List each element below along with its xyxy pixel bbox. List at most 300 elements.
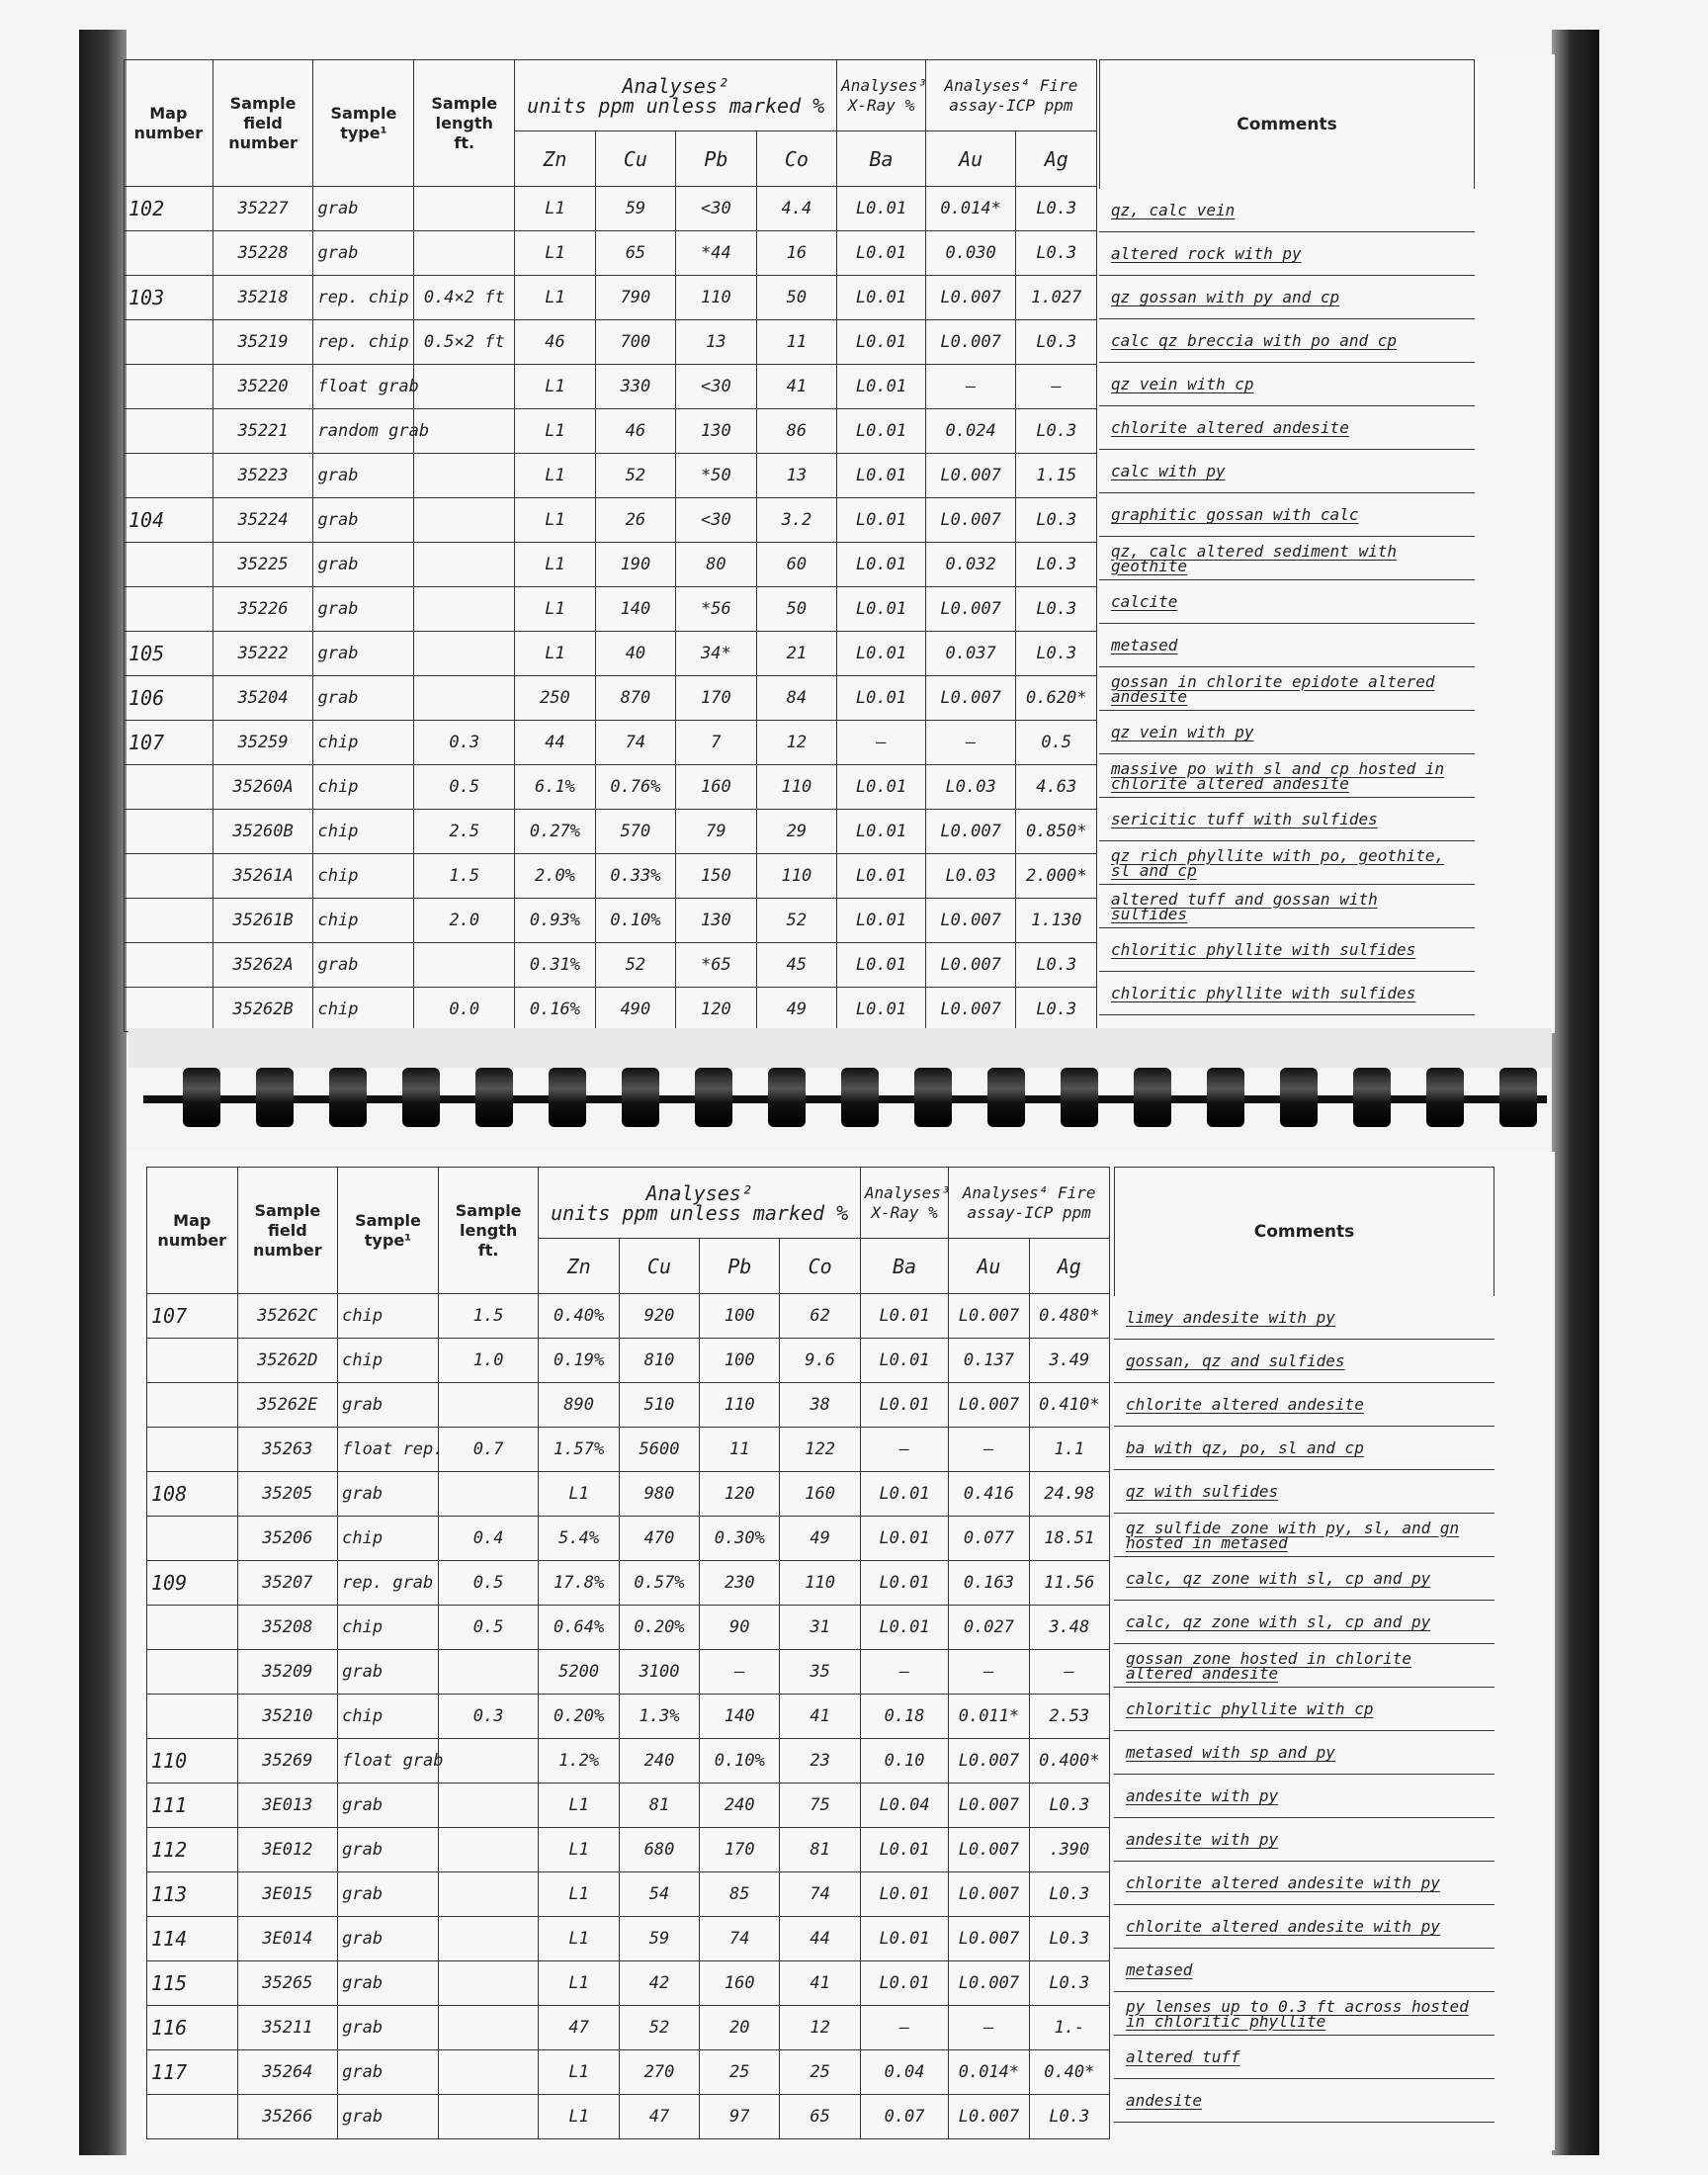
au-value-cell: 0.030: [925, 231, 1016, 276]
sample-field-number-cell: 35207: [237, 1561, 338, 1606]
ba-value-cell: L0.01: [837, 943, 926, 988]
sample-field-number-cell: 35211: [237, 2006, 338, 2050]
sample-type-cell: grab: [313, 498, 414, 543]
co-value-cell: 12: [780, 2006, 860, 2050]
comment-cell: [1099, 972, 1475, 1015]
sample-length-label: Sample length: [431, 93, 498, 132]
sample-row: [125, 543, 1097, 587]
zn-value-cell: 46: [515, 320, 595, 365]
comment-text: altered tuff: [1126, 2047, 1240, 2066]
co-value-cell: 74: [780, 1872, 860, 1917]
comments-column-top: [1099, 59, 1475, 1015]
co-value-cell: 50: [756, 276, 837, 320]
ba-column-header: Ba: [837, 131, 926, 187]
co-value-cell: 35: [780, 1650, 860, 1695]
sample-type-cell: float grab: [313, 365, 414, 409]
sample-row: [125, 632, 1097, 676]
ag-value-cell: 1.027: [1016, 276, 1097, 320]
comment-cell: [1099, 711, 1475, 754]
zn-value-cell: L1: [515, 231, 595, 276]
sample-row: [125, 320, 1097, 365]
comment-cell: [1114, 1340, 1494, 1383]
ba-value-cell: L0.01: [837, 988, 926, 1032]
sample-type-cell: grab: [313, 231, 414, 276]
pb-value-cell: 90: [700, 1606, 780, 1650]
sample-field-number-cell: 35262C: [237, 1294, 338, 1339]
au-value-cell: 0.037: [925, 632, 1016, 676]
pb-value-cell: 0.10%: [700, 1739, 780, 1784]
cu-value-cell: 330: [595, 365, 675, 409]
cu-value-cell: 0.76%: [595, 765, 675, 810]
spiral-ring: [768, 1068, 806, 1127]
co-value-cell: 11: [756, 320, 837, 365]
analyses-header: [515, 60, 837, 131]
sample-field-number-cell: 35209: [237, 1650, 338, 1695]
map-number-cell: 108: [147, 1472, 238, 1517]
co-value-cell: 23: [780, 1739, 860, 1784]
map-number-cell: 111: [147, 1784, 238, 1828]
ba-value-cell: L0.01: [837, 854, 926, 899]
sample-field-number-cell: 35269: [237, 1739, 338, 1784]
comment-cell: [1114, 1383, 1494, 1427]
ag-value-cell: 1.130: [1016, 899, 1097, 943]
zn-value-cell: L1: [539, 1784, 619, 1828]
sample-field-number-cell: 35262A: [213, 943, 313, 988]
sample-field-number-header: Sample field number: [213, 60, 313, 187]
ba-value-cell: —: [860, 1428, 948, 1472]
sample-length-cell: 1.5: [414, 854, 515, 899]
sample-field-number-cell: 35205: [237, 1472, 338, 1517]
ag-value-cell: L0.3: [1029, 1784, 1109, 1828]
zn-value-cell: 0.31%: [515, 943, 595, 988]
map-number-cell: [125, 231, 214, 276]
sample-type-cell: grab: [338, 1784, 439, 1828]
comment-text: sericitic tuff with sulfides: [1111, 810, 1378, 828]
comment-text: calc qz breccia with po and cp: [1111, 331, 1397, 350]
cu-column-header: Cu: [595, 131, 675, 187]
zn-value-cell: L1: [539, 2050, 619, 2095]
zn-value-cell: 0.16%: [515, 988, 595, 1032]
comment-cell: [1099, 754, 1475, 798]
comment-text: chloritic phyllite with cp: [1126, 1699, 1374, 1718]
comment-text: limey andesite with py: [1126, 1308, 1335, 1327]
sample-length-cell: [414, 454, 515, 498]
co-value-cell: 160: [780, 1472, 860, 1517]
sample-field-number-cell: 35261B: [213, 899, 313, 943]
zn-value-cell: 6.1%: [515, 765, 595, 810]
cu-value-cell: 0.57%: [619, 1561, 699, 1606]
map-number-cell: 109: [147, 1561, 238, 1606]
au-value-cell: L0.007: [925, 943, 1016, 988]
sample-field-number-cell: 35226: [213, 587, 313, 632]
co-value-cell: 29: [756, 810, 837, 854]
ag-value-cell: 2.53: [1029, 1695, 1109, 1739]
ag-value-cell: 1.15: [1016, 454, 1097, 498]
sample-type-cell: chip: [313, 810, 414, 854]
ag-value-cell: 0.5: [1016, 721, 1097, 765]
spiral-ring: [329, 1068, 367, 1127]
ba-value-cell: L0.01: [837, 454, 926, 498]
zn-value-cell: L1: [539, 2095, 619, 2139]
map-number-cell: [125, 810, 214, 854]
co-value-cell: 50: [756, 587, 837, 632]
pb-value-cell: 100: [700, 1339, 780, 1383]
sample-length-unit: ft.: [454, 132, 475, 152]
ag-value-cell: 4.63: [1016, 765, 1097, 810]
co-value-cell: 31: [780, 1606, 860, 1650]
comment-text: qz sulfide zone with py, sl, and gn hosted in metased: [1126, 1518, 1460, 1552]
sample-row: [125, 187, 1097, 231]
co-value-cell: 12: [756, 721, 837, 765]
zn-value-cell: L1: [539, 1917, 619, 1961]
sample-field-number-cell: 35264: [237, 2050, 338, 2095]
comment-text: metased: [1111, 636, 1178, 654]
sample-field-number-cell: 35266: [237, 2095, 338, 2139]
sample-field-number-cell: 35204: [213, 676, 313, 721]
cu-value-cell: 47: [619, 2095, 699, 2139]
ba-value-cell: L0.01: [860, 1383, 948, 1428]
pb-value-cell: 80: [676, 543, 756, 587]
sample-row: [125, 765, 1097, 810]
au-value-cell: —: [925, 721, 1016, 765]
sample-type-cell: grab: [338, 1872, 439, 1917]
sample-field-number-cell: 35261A: [213, 854, 313, 899]
map-number-header: Map number: [147, 1168, 238, 1294]
map-number-cell: [125, 320, 214, 365]
map-number-cell: 107: [147, 1294, 238, 1339]
sample-length-header: [414, 60, 515, 187]
cu-value-cell: 810: [619, 1339, 699, 1383]
ba-value-cell: L0.01: [860, 1917, 948, 1961]
sample-type-cell: grab: [338, 1472, 439, 1517]
sample-length-cell: [414, 632, 515, 676]
ag-value-cell: 11.56: [1029, 1561, 1109, 1606]
sample-length-cell: 0.0: [414, 988, 515, 1032]
au-value-cell: L0.007: [925, 320, 1016, 365]
sample-field-number-cell: 35260A: [213, 765, 313, 810]
ba-value-cell: L0.01: [860, 1517, 948, 1561]
pb-value-cell: 130: [676, 899, 756, 943]
map-number-cell: [147, 1606, 238, 1650]
ba-value-cell: L0.01: [837, 676, 926, 721]
co-value-cell: 41: [780, 1961, 860, 2006]
pb-value-cell: *56: [676, 587, 756, 632]
comment-text: ba with qz, po, sl and cp: [1126, 1438, 1364, 1457]
cu-value-cell: 980: [619, 1472, 699, 1517]
cu-value-cell: 52: [619, 2006, 699, 2050]
ba-value-cell: L0.01: [860, 1606, 948, 1650]
spiral-ring: [549, 1068, 586, 1127]
spiral-ring: [1426, 1068, 1464, 1127]
pb-value-cell: *50: [676, 454, 756, 498]
scan-binding-shadow-left: [79, 30, 127, 2155]
ba-value-cell: L0.01: [837, 409, 926, 454]
sample-row: [125, 943, 1097, 988]
pb-value-cell: <30: [676, 187, 756, 231]
co-value-cell: 25: [780, 2050, 860, 2095]
sample-field-number-cell: 35206: [237, 1517, 338, 1561]
sample-length-cell: [414, 587, 515, 632]
zn-column-header: Zn: [539, 1239, 619, 1294]
ba-value-cell: L0.01: [837, 231, 926, 276]
cu-value-cell: 81: [619, 1784, 699, 1828]
ag-value-cell: L0.3: [1016, 587, 1097, 632]
cu-value-cell: 26: [595, 498, 675, 543]
ba-value-cell: L0.01: [837, 632, 926, 676]
sample-type-cell: chip: [313, 988, 414, 1032]
co-column-header: Co: [756, 131, 837, 187]
au-value-cell: —: [925, 365, 1016, 409]
sample-field-number-cell: 35208: [237, 1606, 338, 1650]
ag-value-cell: 0.410*: [1029, 1383, 1109, 1428]
comment-cell: [1114, 1644, 1494, 1688]
zn-value-cell: L1: [515, 498, 595, 543]
co-value-cell: 41: [756, 365, 837, 409]
sample-field-number-cell: 35222: [213, 632, 313, 676]
ba-value-cell: L0.01: [860, 1472, 948, 1517]
sample-length-cell: 2.5: [414, 810, 515, 854]
pb-value-cell: 160: [676, 765, 756, 810]
au-value-cell: 0.137: [949, 1339, 1029, 1383]
comment-cell: [1099, 493, 1475, 537]
comment-text: andesite: [1126, 2091, 1203, 2110]
sample-length-cell: 1.0: [438, 1339, 539, 1383]
comment-cell: [1099, 667, 1475, 711]
map-number-cell: 115: [147, 1961, 238, 2006]
sample-row: [147, 1339, 1110, 1383]
sample-field-number-cell: 35262B: [213, 988, 313, 1032]
co-value-cell: 86: [756, 409, 837, 454]
ba-value-cell: L0.04: [860, 1784, 948, 1828]
map-number-cell: 116: [147, 2006, 238, 2050]
cu-value-cell: 5600: [619, 1428, 699, 1472]
sample-length-cell: [438, 2006, 539, 2050]
co-value-cell: 9.6: [780, 1339, 860, 1383]
sample-row: [125, 899, 1097, 943]
cu-value-cell: 470: [619, 1517, 699, 1561]
map-number-cell: [125, 899, 214, 943]
map-number-cell: 105: [125, 632, 214, 676]
comment-text: chloritic phyllite with sulfides: [1111, 940, 1416, 959]
pb-value-cell: *65: [676, 943, 756, 988]
ba-value-cell: L0.01: [860, 1339, 948, 1383]
co-value-cell: 21: [756, 632, 837, 676]
pb-column-header: Pb: [676, 131, 756, 187]
sample-length-cell: 0.5×2 ft: [414, 320, 515, 365]
co-column-header: Co: [780, 1239, 860, 1294]
sample-row: [147, 2095, 1110, 2139]
cu-value-cell: 240: [619, 1739, 699, 1784]
sample-row: [125, 454, 1097, 498]
sample-type-cell: grab: [338, 1828, 439, 1872]
sample-field-number-cell: 35228: [213, 231, 313, 276]
sample-length-cell: [414, 543, 515, 587]
pb-value-cell: —: [700, 1650, 780, 1695]
cu-value-cell: 190: [595, 543, 675, 587]
sample-row: [147, 1472, 1110, 1517]
sample-length-cell: [414, 498, 515, 543]
pb-value-cell: 74: [700, 1917, 780, 1961]
au-column-header: Au: [925, 131, 1016, 187]
cu-value-cell: 700: [595, 320, 675, 365]
sample-field-number-cell: 35225: [213, 543, 313, 587]
spiral-ring: [695, 1068, 732, 1127]
co-value-cell: 84: [756, 676, 837, 721]
comment-text: calcite: [1111, 592, 1178, 611]
cu-value-cell: 65: [595, 231, 675, 276]
ag-value-cell: L0.3: [1029, 1961, 1109, 2006]
sample-row: [147, 1784, 1110, 1828]
au-value-cell: L0.03: [925, 854, 1016, 899]
ag-value-cell: .390: [1029, 1828, 1109, 1872]
ba-value-cell: L0.01: [860, 1294, 948, 1339]
cu-value-cell: 680: [619, 1828, 699, 1872]
spiral-ring: [475, 1068, 513, 1127]
comment-text: graphitic gossan with calc: [1111, 505, 1359, 524]
sample-row: [147, 1383, 1110, 1428]
zn-value-cell: 1.2%: [539, 1739, 619, 1784]
spiral-ring: [622, 1068, 659, 1127]
map-number-cell: 110: [147, 1739, 238, 1784]
cu-value-cell: 59: [619, 1917, 699, 1961]
sample-length-cell: [438, 2095, 539, 2139]
sample-type-cell: grab: [338, 2050, 439, 2095]
au-value-cell: L0.03: [925, 765, 1016, 810]
spiral-ring: [914, 1068, 952, 1127]
comment-text: calc, qz zone with sl, cp and py: [1126, 1569, 1431, 1588]
au-column-header: Au: [949, 1239, 1029, 1294]
sample-type-cell: grab: [313, 943, 414, 988]
zn-value-cell: L1: [539, 1872, 619, 1917]
map-number-cell: 107: [125, 721, 214, 765]
sample-type-cell: grab: [313, 676, 414, 721]
ag-value-cell: L0.3: [1016, 409, 1097, 454]
ba-value-cell: L0.01: [860, 1872, 948, 1917]
sample-field-number-cell: 35221: [213, 409, 313, 454]
cu-value-cell: 52: [595, 454, 675, 498]
comment-cell: [1099, 189, 1475, 232]
pb-value-cell: 20: [700, 2006, 780, 2050]
zn-value-cell: L1: [515, 632, 595, 676]
fire-assay-header: Analyses⁴ Fire assay-ICP ppm: [949, 1168, 1110, 1239]
pb-value-cell: 230: [700, 1561, 780, 1606]
sample-table-bottom: [146, 1167, 1110, 2139]
ba-value-cell: 0.10: [860, 1739, 948, 1784]
sample-row: [125, 721, 1097, 765]
cu-value-cell: 40: [595, 632, 675, 676]
au-value-cell: L0.007: [949, 1739, 1029, 1784]
zn-value-cell: L1: [539, 1828, 619, 1872]
pb-value-cell: 120: [676, 988, 756, 1032]
sample-type-cell: chip: [338, 1339, 439, 1383]
sample-type-cell: grab: [338, 1650, 439, 1695]
map-number-header: Map number: [125, 60, 214, 187]
sample-length-cell: 0.3: [414, 721, 515, 765]
map-number-cell: [125, 854, 214, 899]
ba-value-cell: —: [860, 1650, 948, 1695]
au-value-cell: 0.014*: [925, 187, 1016, 231]
pb-value-cell: 34*: [676, 632, 756, 676]
sample-type-cell: grab: [338, 1917, 439, 1961]
comment-cell: [1099, 798, 1475, 841]
co-value-cell: 110: [780, 1561, 860, 1606]
sample-row: [125, 409, 1097, 454]
ag-value-cell: L0.3: [1016, 187, 1097, 231]
map-number-cell: 106: [125, 676, 214, 721]
analyses-units: units ppm unless marked %: [527, 93, 825, 118]
zn-value-cell: 44: [515, 721, 595, 765]
sample-length-unit: ft.: [477, 1240, 499, 1260]
ag-value-cell: 1.-: [1029, 2006, 1109, 2050]
ba-value-cell: L0.01: [837, 543, 926, 587]
co-value-cell: 16: [756, 231, 837, 276]
ba-value-cell: L0.01: [837, 320, 926, 365]
ag-value-cell: 1.1: [1029, 1428, 1109, 1472]
sample-row: [125, 231, 1097, 276]
au-value-cell: L0.007: [949, 2095, 1029, 2139]
ag-value-cell: 18.51: [1029, 1517, 1109, 1561]
sample-length-cell: [438, 1739, 539, 1784]
pb-value-cell: 11: [700, 1428, 780, 1472]
comment-text: metased: [1126, 1960, 1193, 1979]
sample-type-cell: float rep.: [338, 1428, 439, 1472]
au-value-cell: L0.007: [949, 1872, 1029, 1917]
map-number-cell: 114: [147, 1917, 238, 1961]
cu-value-cell: 59: [595, 187, 675, 231]
spiral-ring: [841, 1068, 879, 1127]
au-value-cell: L0.007: [949, 1383, 1029, 1428]
ba-value-cell: L0.01: [860, 1561, 948, 1606]
zn-value-cell: L1: [515, 187, 595, 231]
scan-binding-shadow-right: [1552, 30, 1599, 2155]
zn-value-cell: 0.27%: [515, 810, 595, 854]
au-value-cell: 0.077: [949, 1517, 1029, 1561]
sample-length-cell: 0.5: [438, 1606, 539, 1650]
map-number-cell: [147, 1339, 238, 1383]
pb-value-cell: 150: [676, 854, 756, 899]
cu-value-cell: 270: [619, 2050, 699, 2095]
map-number-cell: [147, 1695, 238, 1739]
comment-cell: [1099, 537, 1475, 580]
co-value-cell: 3.2: [756, 498, 837, 543]
map-number-cell: [147, 1650, 238, 1695]
spiral-ring: [1061, 1068, 1098, 1127]
zn-value-cell: 0.20%: [539, 1695, 619, 1739]
co-value-cell: 110: [756, 854, 837, 899]
sample-field-number-cell: 3E013: [237, 1784, 338, 1828]
sample-field-number-cell: 35227: [213, 187, 313, 231]
comment-cell: [1099, 319, 1475, 363]
au-value-cell: 0.416: [949, 1472, 1029, 1517]
comment-cell: [1099, 276, 1475, 319]
sample-type-cell: rep. chip: [313, 320, 414, 365]
ba-value-cell: L0.01: [837, 498, 926, 543]
pb-value-cell: 110: [700, 1383, 780, 1428]
ba-value-cell: —: [860, 2006, 948, 2050]
ag-value-cell: L0.3: [1016, 988, 1097, 1032]
zn-value-cell: 47: [539, 2006, 619, 2050]
sample-table-top: [124, 59, 1097, 1032]
sample-row: [147, 2050, 1110, 2095]
sample-row: [147, 1828, 1110, 1872]
ba-value-cell: 0.18: [860, 1695, 948, 1739]
ag-value-cell: 3.48: [1029, 1606, 1109, 1650]
ag-value-cell: 0.620*: [1016, 676, 1097, 721]
sample-field-number-cell: 3E014: [237, 1917, 338, 1961]
cu-value-cell: 870: [595, 676, 675, 721]
sample-row: [125, 365, 1097, 409]
sample-field-number-cell: 35224: [213, 498, 313, 543]
